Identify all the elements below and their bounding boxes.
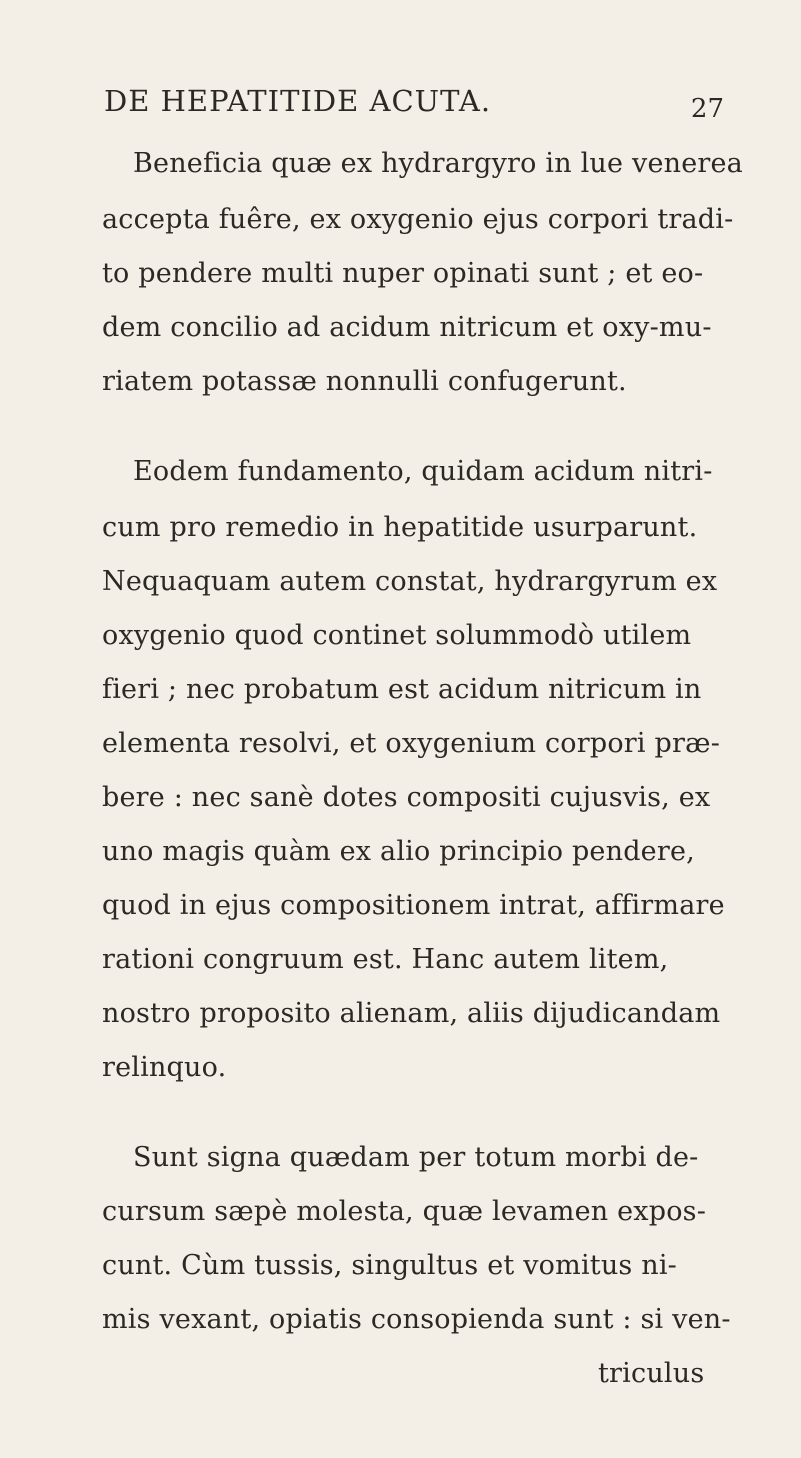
text-line: elementa resolvi, et oxygenium corpori præ-	[102, 728, 721, 759]
text-line: Eodem fundamento, quidam acidum nitri-	[133, 456, 713, 487]
text-line: mis vexant, opiatis consopienda sunt : si ven-	[102, 1304, 731, 1335]
text-line: rationi congruum est. Hanc autem litem,	[102, 944, 669, 975]
page-number: 27	[690, 94, 724, 124]
text-line: nostro proposito alienam, aliis dijudicandam	[102, 998, 721, 1029]
running-title: DE HEPATITIDE ACUTA.	[104, 84, 492, 118]
text-line: uno magis quàm ex alio principio pendere,	[102, 836, 695, 867]
text-line: dem concilio ad acidum nitricum et oxy-mu-	[102, 312, 712, 343]
text-line: to pendere multi nuper opinati sunt ; et eo-	[102, 258, 704, 289]
text-line: accepta fuêre, ex oxygenio ejus corpori tradi-	[102, 204, 734, 235]
text-line: cunt. Cùm tussis, singultus et vomitus ni-	[102, 1250, 678, 1281]
running-header	[104, 84, 724, 134]
text-line: oxygenio quod continet solummodò utilem	[102, 620, 692, 651]
text-line: Sunt signa quædam per totum morbi de-	[133, 1142, 699, 1173]
text-line: cursum sæpè molesta, quæ levamen expos-	[102, 1196, 707, 1227]
text-line: fieri ; nec probatum est acidum nitricum in	[102, 674, 702, 705]
catchword: triculus	[598, 1358, 705, 1389]
text-line: Beneficia quæ ex hydrargyro in lue venerea	[133, 148, 743, 179]
text-line: relinquo.	[102, 1052, 227, 1083]
text-line: cum pro remedio in hepatitide usurparunt.	[102, 512, 698, 543]
text-line: bere : nec sanè dotes compositi cujusvis, ex	[102, 782, 711, 813]
text-line: riatem potassæ nonnulli confugerunt.	[102, 366, 627, 397]
text-line: quod in ejus compositionem intrat, affirmare	[102, 890, 725, 921]
text-line: Nequaquam autem constat, hydrargyrum ex	[102, 566, 718, 597]
